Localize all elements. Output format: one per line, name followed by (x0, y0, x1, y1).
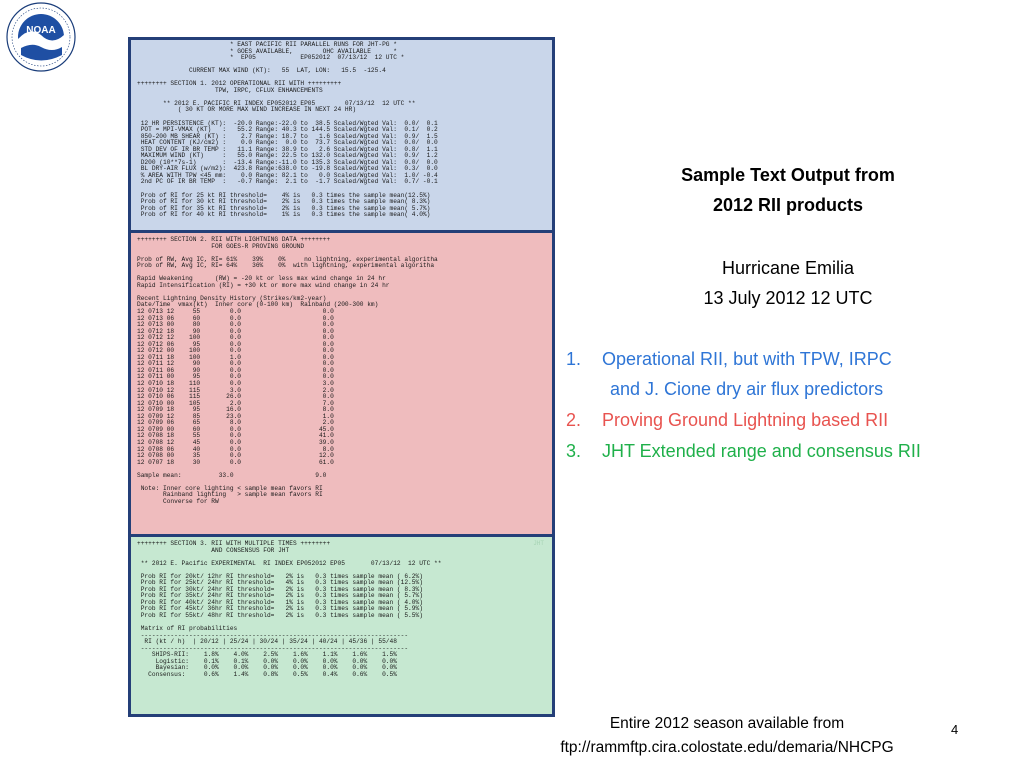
section-2-lightning-rii-panel (131, 233, 552, 534)
footer-availability-text: Entire 2012 season available from (609, 715, 845, 732)
panel1-text-line: POT = MPI-VMAX (KT) : 55.2 Range: 40.3 to 144.5 Scaled/Wgted Val: 0.1/ 0.2 (137, 126, 438, 134)
panel1-text-line: ( 30 KT OR MORE MAX WIND INCREASE IN NEXT 24 HR) (137, 106, 357, 114)
panel2-text-line: 12 0709 18 95 16.0 8.0 (137, 406, 334, 414)
panel3-text-line: Bayesian: 0.0% 0.0% 0.0% 0.0% 0.0% 0.0% 0.0% (137, 664, 397, 672)
panel2-text-line: Rapid Weakening (RW) = -20 kt or less max wind change in 24 hr (137, 275, 386, 283)
panel2-text-line: Rapid Intensification (RI) = +30 kt or more max wind change in 24 hr (137, 281, 390, 289)
panel1-text-line: 12 HR PERSISTENCE (KT): -20.0 Range:-22.0 to 38.5 Scaled/Wgted Val: 0.0/ 0.1 (137, 119, 438, 127)
list-number: 1. (566, 349, 582, 369)
panel2-text-line: ++++++++ SECTION 2. RII WITH LIGHTNING DATA ++++++++ (137, 236, 331, 243)
section-3-jht-consensus-panel (131, 537, 552, 714)
panel1-text-line: * GOES AVAILABLE, OHC AVAILABLE * (137, 47, 397, 55)
panel3-text-line: Prob RI for 20kt/ 12hr RI threshold= 2% is 0.3 times sample mean ( 6.2%) (137, 572, 423, 580)
list-text: JHT Extended range and consensus RII (602, 441, 921, 461)
panel3-text-line: Prob RI for 45kt/ 36hr RI threshold= 2% is 0.3 times sample mean ( 5.9%) (137, 605, 423, 613)
panel1-text-line: Prob of RI for 25 kt RI threshold= 4% is 0.3 times the sample mean(12.5%) (137, 191, 431, 199)
panel1-text-line: Prob of RI for 30 kt RI threshold= 2% is 0.3 times the sample mean( 8.3%) (137, 198, 431, 206)
noaa-logo (6, 2, 76, 72)
panel3-text-line: Matrix of RI probabilities (137, 625, 238, 633)
panel2-text-line: Prob of RW, Avg IC, RI= 64% 36% 0% with lightning, experimental algoritha (137, 262, 435, 270)
section-1-operational-rii-panel (131, 40, 552, 230)
panel2-text-line: Rainband lighting > sample mean favors RI (137, 491, 323, 499)
list-item-jht-consensus-rii (566, 436, 921, 466)
slide-title-line-2: 2012 RII products (712, 195, 864, 215)
list-item-operational-rii (566, 344, 892, 374)
panel3-text-line: Prob RI for 35kt/ 24hr RI threshold= 2% is 0.3 times sample mean ( 5.7%) (137, 592, 423, 600)
panel3-text-line: Prob RI for 40kt/ 24hr RI threshold= 1% is 0.3 times sample mean ( 4.0%) (137, 598, 423, 606)
panel3-text-line: ------------------------------------------------------------------------ (137, 644, 409, 652)
panel1-text-line: * EP05 EP052012 07/13/12 12 UTC * (137, 54, 405, 62)
panel3-text-line: Logistic: 0.1% 0.1% 0.0% 0.0% 0.0% 0.0% 0.0% (137, 657, 397, 665)
panel3-text-line: ------------------------------------------------------------------------ (137, 631, 409, 639)
panel2-text-line: 12 0710 12 115 3.0 2.0 (137, 386, 334, 394)
panel2-text-line: 12 0709 12 85 23.0 1.0 (137, 412, 334, 420)
page-number: 4 (951, 722, 959, 737)
panel1-text-line: TPW, IRPC, CFLUX ENHANCEMENTS (137, 86, 323, 94)
panel2-text-line: 12 0713 00 80 0.0 0.0 (137, 321, 334, 329)
panel2-text-line: Recent Lightning Density History (Strikes/km2-year) (137, 294, 327, 302)
section-1-text (137, 42, 438, 219)
panel1-text-line: Prob of RI for 35 kt RI threshold= 2% is 0.3 times the sample mean( 5.7%) (137, 204, 431, 212)
panel1-text-line: 2nd PC OF IR BR TEMP : -0.7 Range: 2.1 to -1.7 Scaled/Wgted Val: 0.7/ -0.1 (137, 178, 438, 186)
section-3-text (137, 541, 441, 678)
panel2-text-line: 12 0710 06 115 26.0 0.0 (137, 393, 334, 401)
panel3-text-line: SHIPS-RII: 1.8% 4.0% 2.5% 1.6% 1.1% 1.6% 1.5% (137, 651, 397, 659)
panel2-text-line: 12 0712 06 95 0.0 0.0 (137, 340, 334, 348)
panel-corner-tag: JHT (533, 540, 544, 547)
panel1-text-line: % AREA WITH TPW <45 mm: 0.0 Range: 82.1 to 0.0 Scaled/Wgted Val: 1.0/ -0.4 (137, 171, 438, 179)
panel2-text-line: 12 0712 12 100 0.0 0.0 (137, 334, 334, 342)
panel1-text-line: * EAST PACIFIC RII PARALLEL RUNS FOR JHT-PG * (137, 41, 397, 48)
panel1-text-line: ** 2012 E. PACIFIC RI INDEX EP052012 EP05 07/13/12 12 UTC ** (137, 99, 416, 107)
list-text: Proving Ground Lightning based RII (602, 410, 889, 430)
panel3-text-line: RI (kt / h) | 20/12 | 25/24 | 30/24 | 35/24 | 40/24 | 45/36 | 55/48 (137, 638, 397, 646)
panel1-text-line: D200 (10**7s-1) : -13.4 Range:-11.0 to 135.3 Scaled/Wgted Val: 0.0/ 0.0 (137, 158, 438, 166)
text-output-frame (128, 37, 555, 717)
svg-text:NOAA: NOAA (26, 25, 56, 36)
panel2-text-line: 12 0708 06 40 0.0 8.0 (137, 445, 334, 453)
panel2-text-line: 12 0711 06 90 0.0 0.0 (137, 366, 334, 374)
panel3-text-line: Prob RI for 30kt/ 24hr RI threshold= 2% is 0.3 times sample mean ( 8.3%) (137, 585, 423, 593)
panel2-text-line: 12 0711 00 95 0.0 0.0 (137, 373, 334, 381)
panel1-text-line: Prob of RI for 40 kt RI threshold= 1% is 0.3 times the sample mean( 4.0%) (137, 211, 431, 219)
panel2-text-line: 12 0710 18 110 0.0 3.0 (137, 380, 334, 388)
panel1-text-line: CURRENT MAX WIND (KT): 55 LAT, LON: 15.5 -125.4 (137, 67, 386, 75)
panel2-text-line: 12 0707 18 30 0.0 61.0 (137, 458, 334, 466)
footer-ftp-link[interactable]: ftp://rammftp.cira.colostate.edu/demaria/NHCPG (560, 739, 894, 756)
panel2-text-line: Converse for RW (137, 497, 219, 505)
panel1-text-line: ++++++++ SECTION 1. 2012 OPERATIONAL RII WITH +++++++++ (137, 80, 342, 88)
panel2-text-line: Date/Time vmax(kt) Inner core (0-100 km) Rainband (200-300 km) (137, 301, 379, 309)
panel3-text-line: Prob RI for 25kt/ 24hr RI threshold= 4% is 0.3 times sample mean (12.5%) (137, 579, 423, 587)
panel2-text-line: 12 0709 00 60 0.0 45.0 (137, 425, 334, 433)
panel2-text-line: 12 0710 00 105 2.0 7.0 (137, 399, 334, 407)
list-text-continued: and J. Cione dry air flux predictors (610, 379, 884, 399)
panel3-text-line: Prob RI for 55kt/ 48hr RI threshold= 2% is 0.3 times sample mean ( 5.5%) (137, 612, 423, 620)
panel3-text-line: ** 2012 E. Pacific EXPERIMENTAL RI INDEX EP052012 EP05 07/13/12 12 UTC ** (137, 559, 442, 567)
panel2-text-line: 12 0711 12 90 0.0 0.0 (137, 360, 334, 368)
panel2-text-line: Note: Inner core lighting < sample mean favors RI (137, 484, 323, 492)
panel2-text-line: 12 0713 12 55 0.0 0.0 (137, 308, 334, 316)
list-text: Operational RII, but with TPW, IRPC (602, 349, 892, 369)
panel2-text-line: FOR GOES-R PROVING GROUND (137, 242, 305, 250)
panel2-text-line: Sample mean: 33.0 9.0 (137, 471, 327, 479)
panel3-text-line: ++++++++ SECTION 3. RII WITH MULTIPLE TIMES ++++++++ (137, 540, 331, 547)
panel1-text-line: HEAT CONTENT (KJ/cm2) : 0.0 Range: 0.0 to 73.7 Scaled/Wgted Val: 0.0/ 0.0 (137, 139, 438, 147)
list-item-operational-rii-continued (610, 374, 883, 404)
list-item-lightning-rii (566, 405, 888, 435)
panel1-text-line: BL DRY-AIR FLUX (w/m2): 423.8 Range:638.0 to -19.8 Scaled/Wgted Val: 0.3/ 0.0 (137, 165, 438, 173)
panel2-text-line: 12 0709 06 65 8.0 2.0 (137, 419, 334, 427)
list-number: 2. (566, 410, 582, 430)
panel3-text-line: AND CONSENSUS FOR JHT (137, 546, 290, 554)
panel3-text-line: Consensus: 0.6% 1.4% 0.8% 0.5% 0.4% 0.6% 0.5% (137, 670, 397, 678)
list-number: 3. (566, 441, 582, 461)
panel2-text-line: 12 0712 00 100 0.0 0.0 (137, 347, 334, 355)
panel2-text-line: 12 0708 18 55 0.0 41.0 (137, 432, 334, 440)
storm-date-time: 13 July 2012 12 UTC (703, 288, 873, 308)
slide-title-line-1: Sample Text Output from (681, 165, 895, 185)
section-2-text (137, 237, 438, 505)
storm-name: Hurricane Emilia (721, 258, 855, 278)
panel2-text-line: 12 0711 18 100 1.0 0.0 (137, 353, 334, 361)
panel1-text-line: 850-200 MB SHEAR (KT) : 2.7 Range: 18.7 to 1.6 Scaled/Wgted Val: 0.9/ 1.5 (137, 132, 438, 140)
panel1-text-line: MAXIMUM WIND (KT) : 55.0 Range: 22.5 to 132.0 Scaled/Wgted Val: 0.9/ 1.2 (137, 152, 438, 160)
panel2-text-line: 12 0708 00 35 0.0 12.0 (137, 452, 334, 460)
panel2-text-line: 12 0712 18 90 0.0 0.0 (137, 327, 334, 335)
panel2-text-line: 12 0708 12 45 0.0 39.0 (137, 438, 334, 446)
panel1-text-line: STD DEV OF IR BR TEMP : 11.1 Range: 38.9 to 2.6 Scaled/Wgted Val: 0.8/ 1.1 (137, 145, 438, 153)
panel2-text-line: 12 0713 06 60 0.0 0.0 (137, 314, 334, 322)
panel2-text-line: Prob of RW, Avg IC, RI= 61% 39% 0% no lightning, experimental algoritha (137, 255, 438, 263)
